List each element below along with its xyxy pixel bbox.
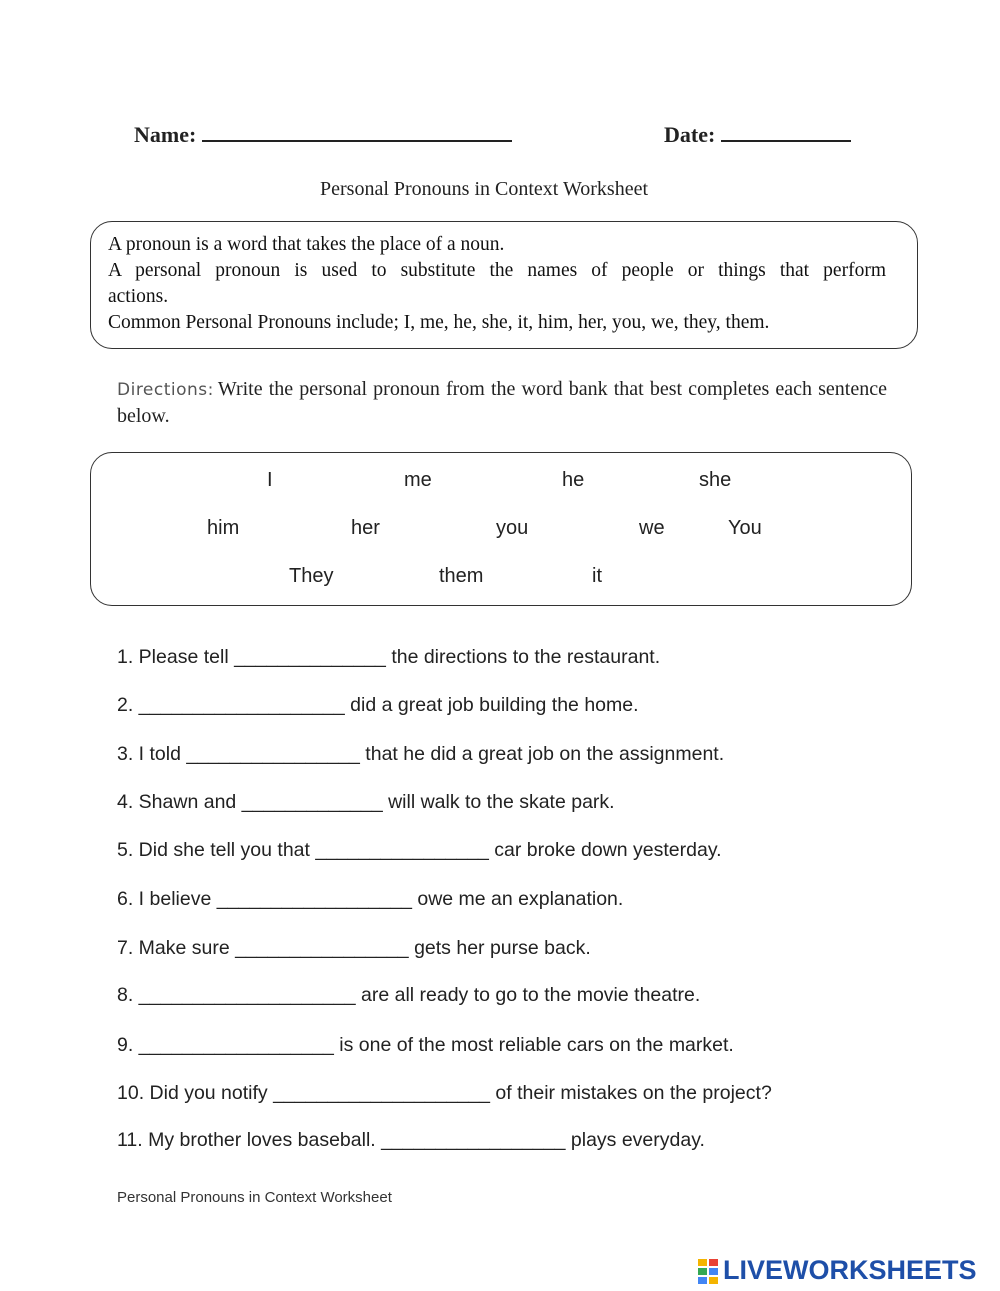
name-field[interactable] [134,116,512,148]
word-bank-item: she [699,469,732,491]
liveworksheets-logo[interactable] [698,1255,977,1285]
page-title: Personal Pronouns in Context Worksheet [320,178,648,200]
footer-title: Personal Pronouns in Context Worksheet [117,1189,392,1206]
word-bank-item: They [289,565,334,587]
question-6: 6. I believe __________________ owe me an explanation. [117,888,624,910]
directions [117,376,887,429]
word-bank-item: it [592,565,602,587]
word-bank [90,452,912,606]
word-bank-item: he [562,469,585,491]
word-bank-item: her [351,517,380,539]
word-bank-item: I [267,469,273,491]
directions-text: Write the personal pronoun from the word bank that best completes each sentence below. [117,378,887,427]
definition-box [90,221,918,349]
question-9: 9. __________________ is one of the most reliable cars on the market. [117,1034,734,1056]
word-bank-item: me [404,469,432,491]
question-1: 1. Please tell ______________ the directions to the restaurant. [117,646,661,668]
liveworksheets-logo-text: LIVEWORKSHEETS [723,1254,977,1285]
question-8: 8. ____________________ are all ready to go to the movie theatre. [117,984,701,1006]
question-2: 2. ___________________ did a great job building the home. [117,694,639,716]
word-bank-item: him [207,517,240,539]
question-11: 11. My brother loves baseball. _________________ plays everyday. [117,1129,705,1151]
question-10: 10. Did you notify ____________________ of their mistakes on the project? [117,1082,772,1104]
question-5: 5. Did she tell you that ________________ car broke down yesterday. [117,839,722,861]
question-7: 7. Make sure ________________ gets her purse back. [117,937,591,959]
word-bank-item: you [496,517,529,539]
definition-line: A pronoun is a word that takes the place of a noun. [108,234,505,255]
name-blank[interactable] [202,116,512,142]
date-field[interactable] [664,116,851,148]
liveworksheets-logo-icon [698,1257,720,1283]
question-4: 4. Shawn and _____________ will walk to the skate park. [117,791,615,813]
word-bank-item: them [439,565,484,587]
question-3: 3. I told ________________ that he did a great job on the assignment. [117,743,725,765]
word-bank-item: we [639,517,665,539]
date-label: Date: [664,122,716,147]
name-label: Name: [134,122,197,147]
date-blank[interactable] [721,116,851,142]
definition-line: Common Personal Pronouns include; I, me, he, she, it, him, her, you, we, they, them. [108,312,770,333]
directions-label: Directions: [117,380,214,400]
word-bank-item: You [728,517,762,539]
definition-line: A personal pronoun is used to substitute the names of people or things that perform [108,260,886,281]
definition-line: actions. [108,286,169,307]
